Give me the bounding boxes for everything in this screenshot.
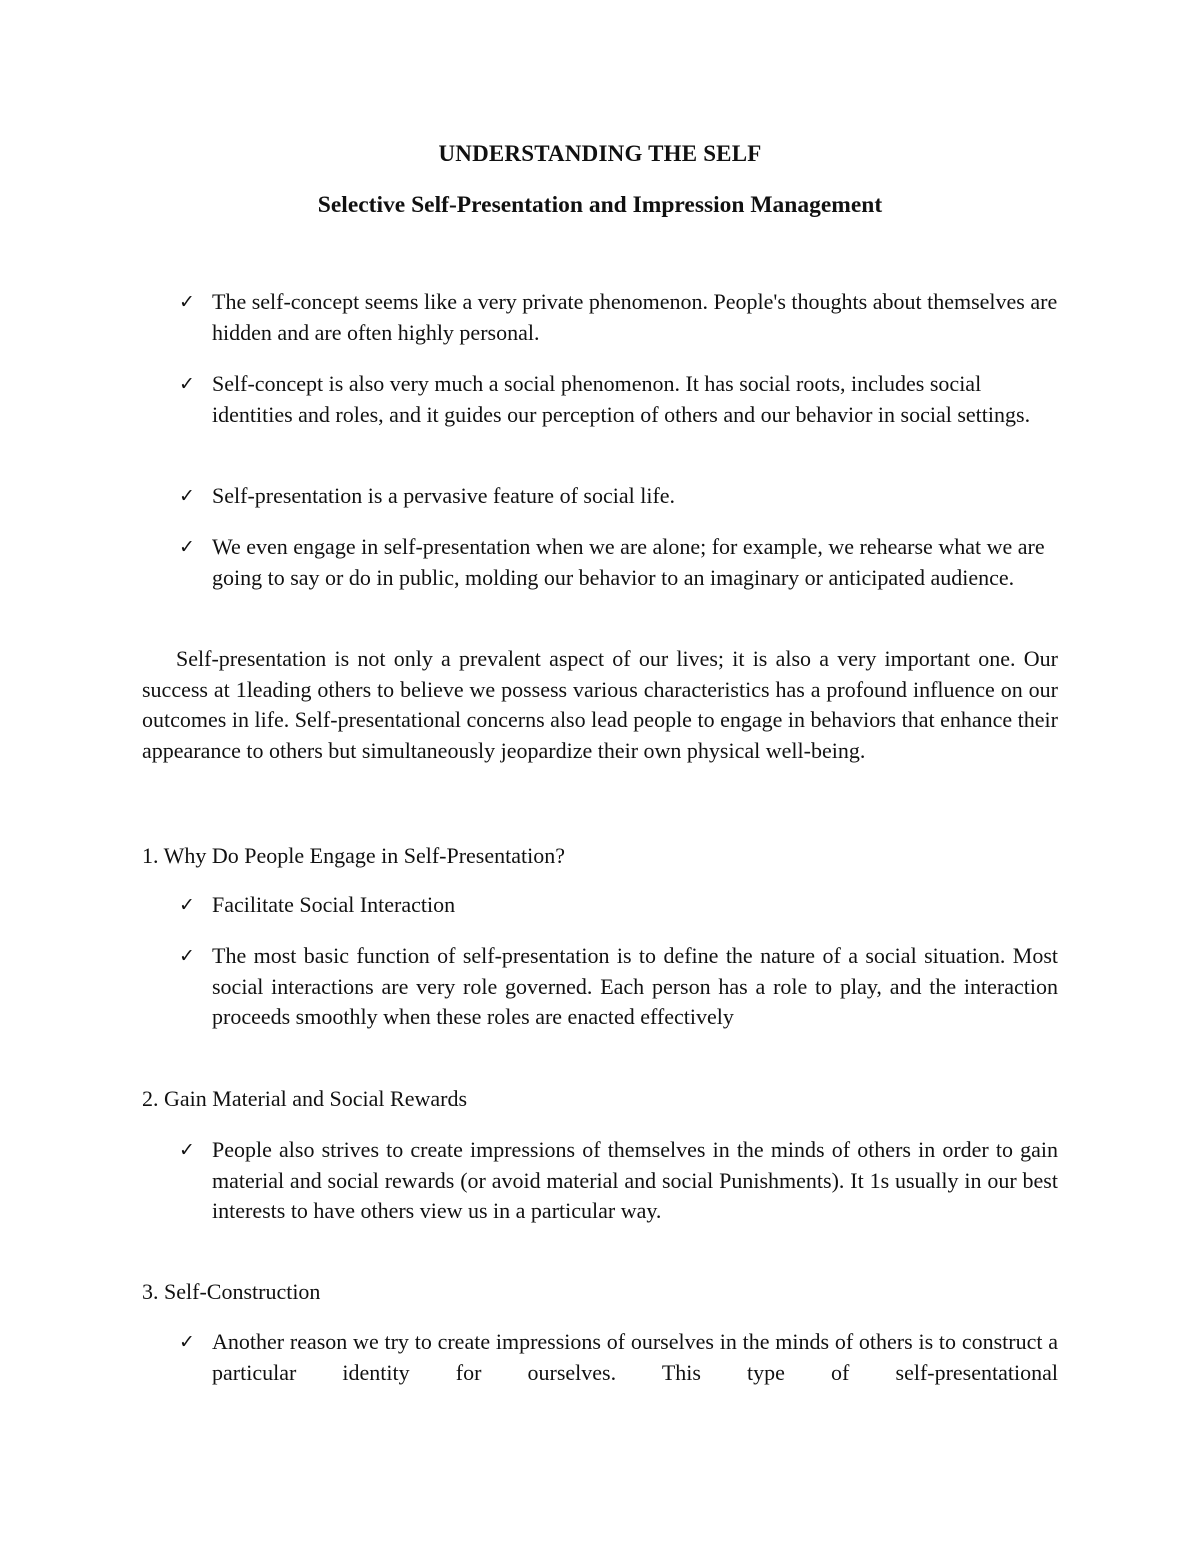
check-icon: ✓ [179,1331,195,1353]
check-icon: ✓ [179,536,195,558]
section-1-bullet-1 [179,890,1058,921]
section-heading-3: 3. Self-Construction [142,1279,321,1304]
bullet-text: Facilitate Social Interaction [212,892,456,917]
document-subtitle: Selective Self-Presentation and Impression Management [317,192,883,218]
bullet-text: Another reason we try to create impressions of ourselves in the minds of others is to construct a particular identity for ourselves. This type of self-presentational [212,1329,1058,1385]
intro-bullet-1 [179,287,1058,348]
bullet-text: Self-concept is also very much a social phenomenon. It has social roots, includes social identities and roles, and it guides our perception of others and our behavior in social settings. [212,371,1031,427]
bullet-text: The self-concept seems like a very private phenomenon. People's thoughts about themselves are hidden and are often highly personal. [212,289,1058,345]
bullet-text: We even engage in self-presentation when we are alone; for example, we rehearse what we are going to say or do in public, molding our behavior to an imaginary or anticipated audience. [212,534,1045,590]
bullet-text: Self-presentation is a pervasive feature of social life. [212,483,676,508]
check-icon: ✓ [179,291,195,313]
section-heading-2: 2. Gain Material and Social Rewards [142,1086,468,1111]
document-title: UNDERSTANDING THE SELF [438,141,762,166]
check-icon: ✓ [179,1139,195,1161]
bullet-text: The most basic function of self-presentation is to define the nature of a social situation. Most social interactions are very role governed. Each person has a role to play, and the interaction proceeds smoothly when these roles are enacted effectively [212,943,1058,1030]
check-icon: ✓ [179,945,195,967]
intro-bullet-3 [179,481,1058,512]
section-heading-1: 1. Why Do People Engage in Self-Presentation? [142,843,565,868]
check-icon: ✓ [179,894,195,916]
body-paragraph: Self-presentation is not only a prevalent aspect of our lives; it is also a very important one. Our success at 1leading others to believe we possess various characteristics has a profound influence on our outcomes in life. Self-presentational concerns also lead people to engage in behaviors that enhance their appearance to others but simultaneously jeopardize their own physical well-being. [142,646,1058,763]
section-1-bullet-2 [179,941,1058,1033]
section-3-bullet-1 [179,1327,1058,1388]
check-icon: ✓ [179,485,195,507]
section-2-bullet-1 [179,1135,1058,1227]
check-icon: ✓ [179,373,195,395]
bullet-text: People also strives to create impressions of themselves in the minds of others in order to gain material and social rewards (or avoid material and social Punishments). It 1s usually in our best interests to have others view us in a particular way. [212,1137,1058,1224]
intro-bullet-2 [179,369,1058,430]
intro-bullet-4 [179,532,1058,593]
